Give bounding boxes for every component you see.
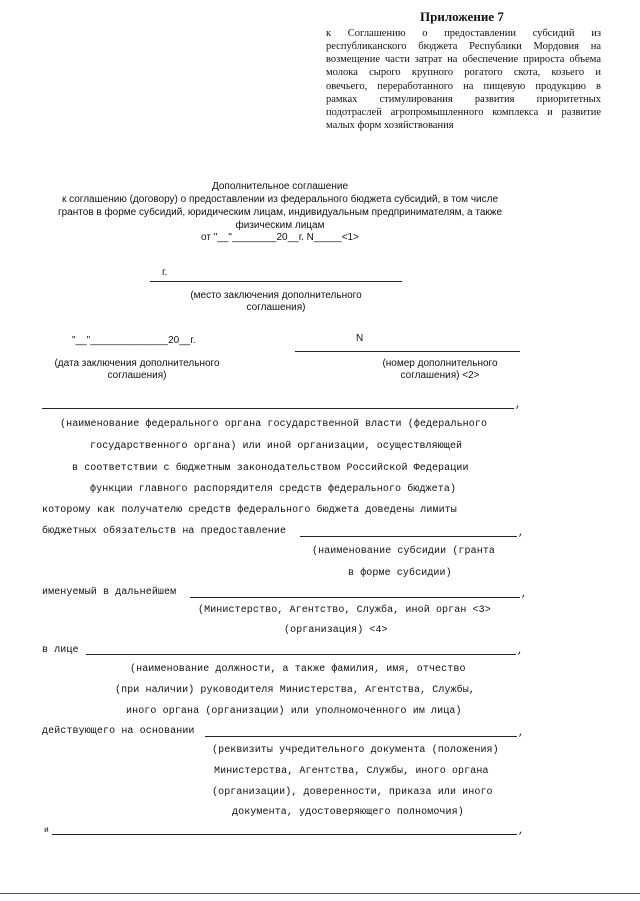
organ-caption-3: в соответствии с бюджетным законодательством Российской Федерации — [72, 463, 469, 474]
number-underline — [295, 351, 520, 352]
basis-caption-3: (организации), доверенности, приказа или иного — [212, 787, 493, 798]
heading-date-line: от "__"________20__г. N_____<1> — [201, 232, 359, 243]
and-label: и — [44, 826, 49, 835]
person-caption-1: (наименование должности, а также фамилия, имя, отчество — [130, 664, 466, 675]
appendix-line-1: к Соглашению о предоставлении субсидий из — [326, 28, 601, 39]
basis-underline — [205, 736, 517, 737]
hereinafter-label: именуемый в дальнейшем — [42, 587, 177, 598]
organ-caption-2: государственного органа) или иной организации, осуществляющей — [90, 441, 463, 452]
appendix-line-4: молока сырого крупного рогатого скота, козьего и — [326, 67, 601, 78]
number-caption-2: соглашения) <2> — [400, 370, 480, 381]
appendix-line-7: подотраслей агропромышленного комплекса и развитие — [326, 107, 601, 118]
basis-caption-1: (реквизиты учредительного документа (положения) — [212, 745, 499, 756]
appendix-title: Приложение 7 — [420, 9, 504, 24]
organ-caption-1: (наименование федерального органа государственной власти (федерального — [60, 419, 488, 430]
subsidy-caption-1: (наименование субсидии (гранта — [312, 546, 496, 557]
basis-label: действующего на основании — [42, 726, 195, 737]
person-label: в лице — [42, 645, 79, 656]
document-title: Дополнительное соглашение — [211, 181, 349, 192]
person-caption-3: иного органа (организации) или уполномоченного им лица) — [126, 706, 462, 717]
heading-line-2: грантов в форме субсидий, юридическим лицам, индивидуальным предпринимателям, а также — [57, 207, 503, 218]
organ-underline — [42, 408, 514, 409]
organ-comma: , — [515, 400, 522, 411]
appendix-line-8: малых форм хозяйствования — [326, 120, 454, 131]
person-caption-2: (при наличии) руководителя Министерства, Агентства, Службы, — [115, 685, 475, 696]
hereinafter-underline — [190, 597, 520, 598]
limits-line: которому как получателю средств федерального бюджета доведены лимиты — [42, 505, 457, 516]
basis-caption-2: Министерства, Агентства, Службы, иного органа — [214, 766, 489, 777]
basis-comma: , — [518, 728, 525, 739]
obligations-comma: , — [518, 528, 525, 539]
person-underline — [86, 654, 516, 655]
second-party-underline — [52, 834, 517, 835]
appendix-line-5: овечьего, переработанного на пищевую продукцию в — [326, 81, 601, 92]
obligations-label: бюджетных обязательств на предоставление — [42, 526, 287, 537]
second-party-comma: , — [518, 826, 525, 837]
date-caption-1: (дата заключения дополнительного — [54, 358, 220, 369]
place-caption-1: (место заключения дополнительного — [190, 290, 362, 301]
date-field: "__"______________20__г. — [72, 335, 196, 346]
hereinafter-comma: , — [521, 589, 528, 600]
place-underline — [150, 281, 402, 282]
person-comma: , — [517, 646, 524, 657]
heading-line-1: к соглашению (договору) о предоставлении из федерального бюджета субсидий, в том числе — [61, 194, 499, 205]
date-caption-2: соглашения) — [107, 370, 167, 381]
appendix-line-3: возмещение части затрат на обеспечение прироста объема — [326, 54, 601, 65]
organ-caption-4: функции главного распорядителя средств федерального бюджета) — [90, 484, 457, 495]
ministry-caption-2: (организация) <4> — [284, 625, 388, 636]
subsidy-caption-2: в форме субсидии) — [348, 568, 452, 579]
place-prefix: г. — [162, 267, 168, 278]
number-caption-1: (номер дополнительного — [382, 358, 498, 369]
ministry-caption-1: (Министерство, Агентство, Служба, иной орган <3> — [198, 605, 491, 616]
basis-caption-4: документа, удостоверяющего полномочия) — [232, 807, 464, 818]
page-bottom-edge — [0, 893, 640, 894]
appendix-line-2: республиканского бюджета Республики Мордовия на — [326, 41, 601, 52]
place-caption-2: соглашения) — [246, 302, 306, 313]
number-prefix: N — [356, 333, 364, 344]
heading-line-3: физическим лицам — [235, 220, 325, 231]
appendix-line-6: рамках стимулирования развития приоритетных — [326, 94, 601, 105]
obligations-underline — [300, 536, 517, 537]
